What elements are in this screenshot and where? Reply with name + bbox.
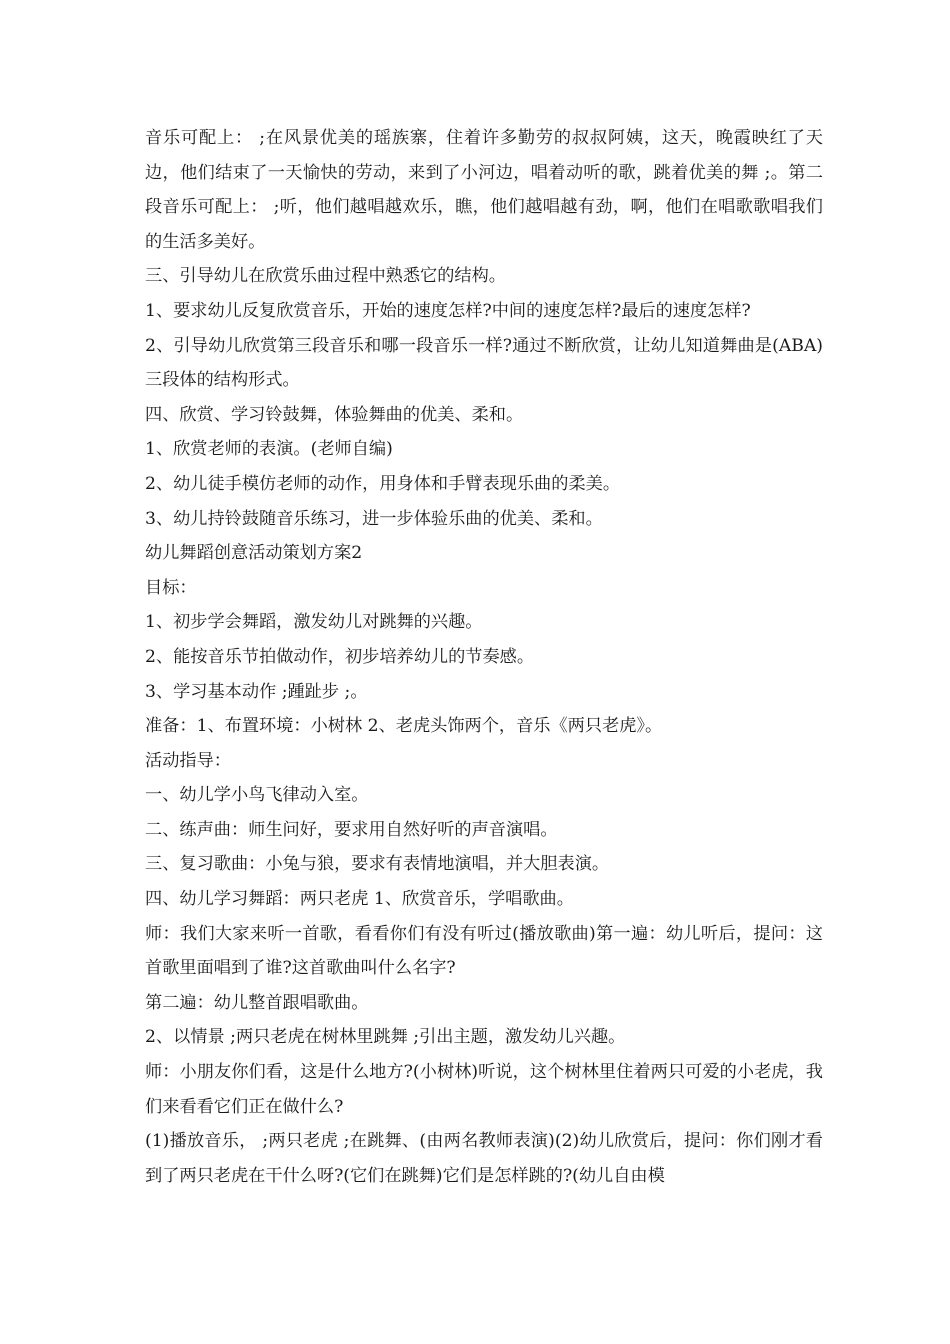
paragraph-goal-2: 2、能按音乐节拍做动作，初步培养幼儿的节奏感。 [145, 646, 535, 667]
paragraph-play-music: (1)播放音乐， ;两只老虎 ;在跳舞、(由两名教师表演)(2)幼儿欣赏后，提问：你们刚才看到了两只老虎在干什么呀?(它们在跳舞)它们是怎样跳的?(幼儿自由模 [145, 1131, 823, 1186]
paragraph-goal-1: 1、初步学会舞蹈，激发幼儿对跳舞的兴趣。 [145, 612, 483, 633]
paragraph-step-four-item-2: 2、幼儿徒手模仿老师的动作，用身体和手臂表现乐曲的柔美。 [145, 473, 621, 494]
paragraph-step-four-item-1: 1、欣赏老师的表演。(老师自编) [145, 439, 393, 460]
paragraph-second-listen: 第二遍：幼儿整首跟唱歌曲。 [145, 992, 369, 1013]
paragraph-activity-step-1: 一、幼儿学小鸟飞律动入室。 [145, 785, 369, 806]
paragraph-scenario-intro: 2、以情景 ;两只老虎在树林里跳舞 ;引出主题，激发幼儿兴趣。 [145, 1027, 626, 1048]
paragraph-activity-guide-heading: 活动指导： [145, 750, 231, 771]
section-title-plan-2: 幼儿舞蹈创意活动策划方案2 [145, 543, 363, 564]
paragraph-music-description: 音乐可配上： ;在风景优美的瑶族寨，住着许多勤劳的叔叔阿姨，这天，晚霞映红了天边，他们结束了一天愉快的劳动，来到了小河边，唱着动听的歌，跳着优美的舞 ;。第二段音乐可配上： ;听，他们越唱越欢乐，瞧，他们越唱越有劲，啊，他们在唱歌歌唱我们的生活多美好。 [145, 128, 823, 252]
paragraph-step-three-heading: 三、引导幼儿在欣赏乐曲过程中熟悉它的结构。 [145, 266, 506, 287]
paragraph-step-four-item-3: 3、幼儿持铃鼓随音乐练习，进一步体验乐曲的优美、柔和。 [145, 508, 603, 529]
paragraph-activity-step-2: 二、练声曲：师生问好，要求用自然好听的声音演唱。 [145, 819, 558, 840]
paragraph-activity-step-3: 三、复习歌曲：小兔与狼，要求有表情地演唱，并大胆表演。 [145, 854, 610, 875]
paragraph-teacher-forest: 师：小朋友你们看，这是什么地方?(小树林)听说，这个树林里住着两只可爱的小老虎，我们来看看它们正在做什么? [145, 1062, 823, 1117]
paragraph-step-four-heading: 四、欣赏、学习铃鼓舞，体验舞曲的优美、柔和。 [145, 404, 524, 425]
paragraph-goal-3: 3、学习基本动作 ;踵趾步 ;。 [145, 681, 368, 702]
document-body [145, 121, 823, 1193]
paragraph-step-three-item-1: 1、要求幼儿反复欣赏音乐，开始的速度怎样?中间的速度怎样?最后的速度怎样? [145, 300, 751, 321]
paragraph-preparation: 准备：1、布置环境：小树林 2、老虎头饰两个，音乐《两只老虎》。 [145, 716, 663, 737]
paragraph-step-three-item-2: 2、引导幼儿欣赏第三段音乐和哪一段音乐一样?通过不断欣赏，让幼儿知道舞曲是(ABA)三段体的结构形式。 [145, 335, 823, 391]
paragraph-activity-step-4: 四、幼儿学习舞蹈：两只老虎 1、欣赏音乐，学唱歌曲。 [145, 889, 574, 910]
paragraph-teacher-first-listen: 师：我们大家来听一首歌，看看你们有没有听过(播放歌曲)第一遍：幼儿听后，提问：这首歌里面唱到了谁?这首歌曲叫什么名字? [145, 923, 823, 979]
paragraph-goals-heading: 目标： [145, 577, 197, 598]
